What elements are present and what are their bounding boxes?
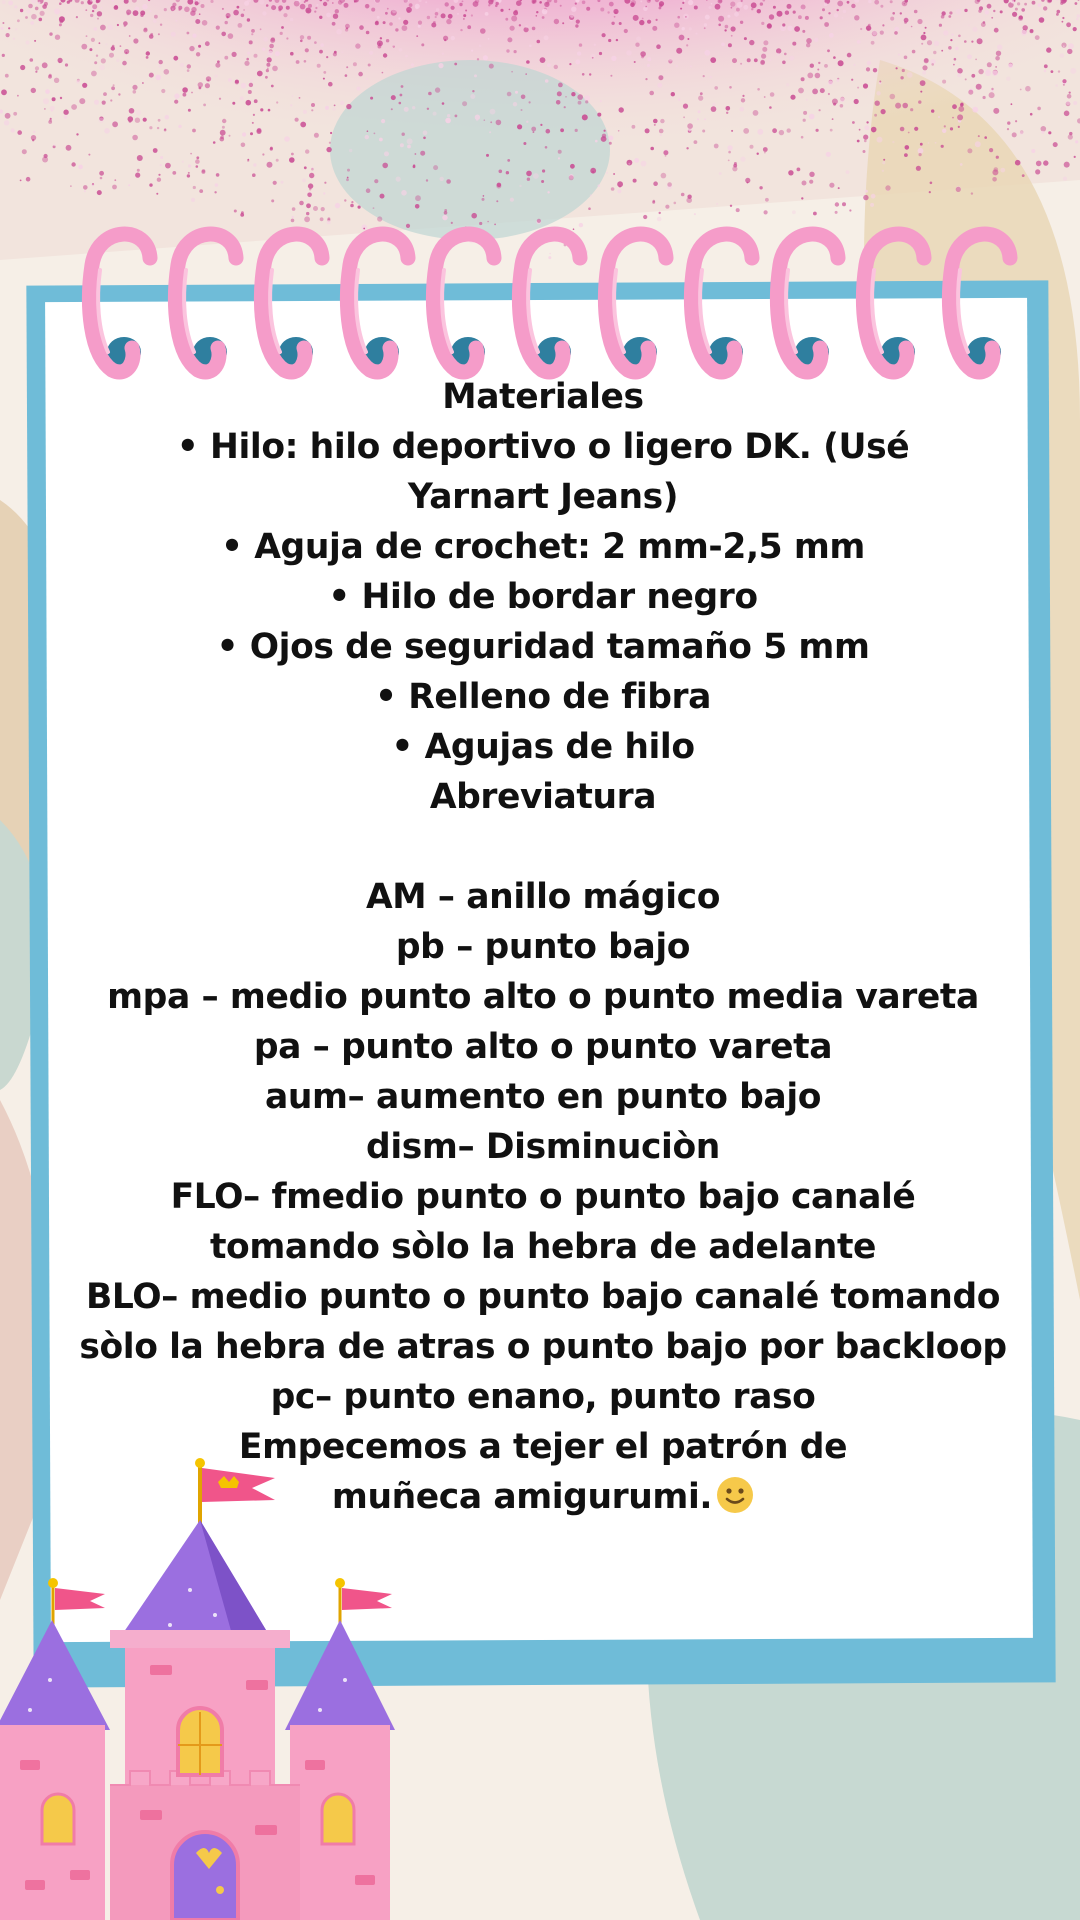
material-item: • Relleno de fibra bbox=[374, 677, 712, 717]
spacer bbox=[58, 822, 1028, 872]
note-content bbox=[58, 372, 1028, 1522]
material-item: • Agujas de hilo bbox=[391, 727, 695, 767]
materials-title: Materiales bbox=[442, 377, 644, 417]
abbreviation-item: pb – punto bajo bbox=[395, 927, 691, 967]
material-item: • Hilo: hilo deportivo o ligero DK. (Usé Yarnart Jeans) bbox=[176, 427, 910, 517]
material-item: • Aguja de crochet: 2 mm-2,5 mm bbox=[221, 527, 865, 567]
abbreviation-item: AM – anillo mágico bbox=[365, 877, 721, 917]
closing-label: Empecemos a tejer el patrón de muñeca amigurumi. bbox=[238, 1427, 848, 1517]
abbreviation-item: dism– Disminuciòn bbox=[366, 1127, 720, 1167]
abbreviation-item: pa – punto alto o punto vareta bbox=[253, 1027, 833, 1067]
smiley-emoji-icon bbox=[716, 1476, 754, 1514]
abbreviation-item: pc– punto enano, punto raso bbox=[270, 1377, 816, 1417]
material-item: • Hilo de bordar negro bbox=[328, 577, 758, 617]
abbreviation-item: FLO– fmedio punto o punto bajo canalé tomando sòlo la hebra de adelante bbox=[170, 1177, 916, 1267]
material-item: • Ojos de seguridad tamaño 5 mm bbox=[216, 627, 870, 667]
pink-castle-illustration bbox=[0, 1430, 410, 1920]
abbreviation-item: BLO– medio punto o punto bajo canalé tomando sòlo la hebra de atras o punto bajo por backloop bbox=[79, 1277, 1007, 1367]
abbreviation-item: aum– aumento en punto bajo bbox=[264, 1077, 822, 1117]
abbreviations-title: Abreviatura bbox=[429, 777, 657, 817]
abbreviation-item: mpa – medio punto alto o punto media vareta bbox=[107, 977, 979, 1017]
